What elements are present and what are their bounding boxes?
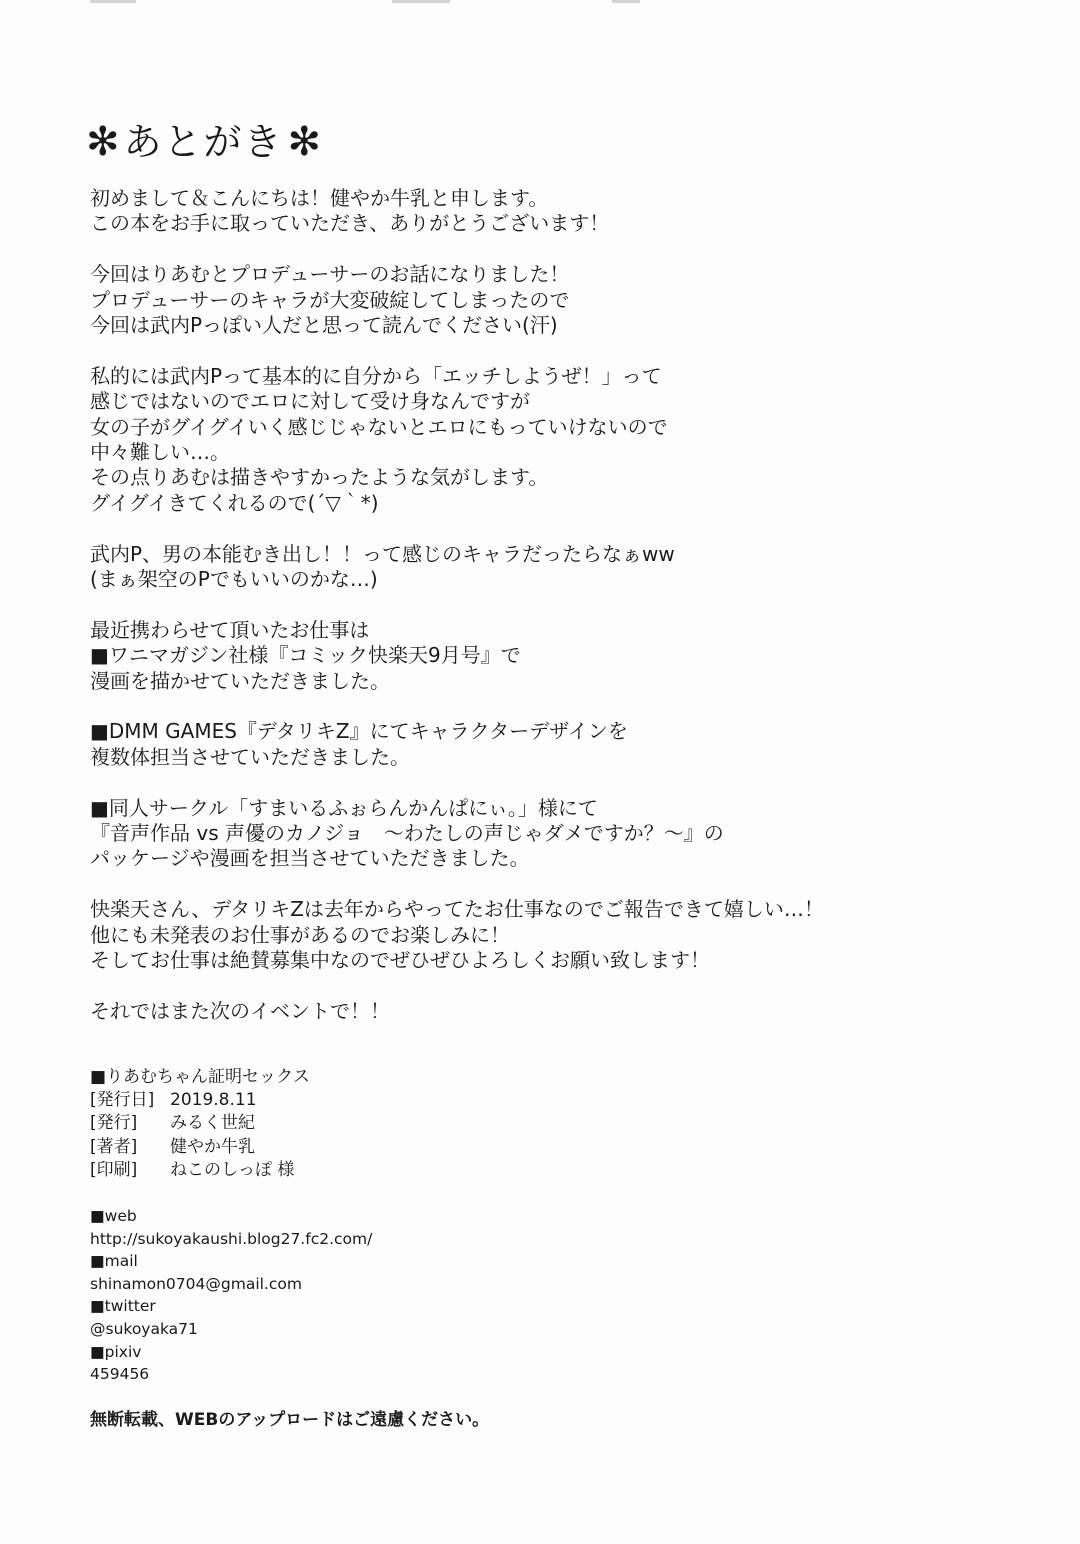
colophon xyxy=(90,1066,310,1182)
contact-label: ■twitter xyxy=(90,1297,156,1316)
contact-label: ■pixiv xyxy=(90,1342,142,1361)
text-line: (まぁ架空のPでもいいのかな…) xyxy=(90,567,378,592)
colophon-key: [著者] xyxy=(90,1136,138,1157)
reprint-notice: 無断転載、WEBのアップロードはご遠慮ください。 xyxy=(90,1410,490,1430)
contact-info xyxy=(90,1205,372,1386)
colophon-row xyxy=(90,1089,310,1112)
colophon-row xyxy=(90,1136,310,1159)
text-line: 複数体担当させていただきました。 xyxy=(90,744,410,769)
text-line: ■ワニマガジン社様『コミック快楽天9月号』で xyxy=(90,643,521,668)
scan-edge-mark xyxy=(612,0,640,3)
paragraph xyxy=(90,719,1030,770)
colophon-key: [発行] xyxy=(90,1113,138,1134)
text-line: 女の子がグイグイいく感じじゃないとエロにもっていけないので xyxy=(90,414,668,439)
text-line: 感じではないのでエロに対して受け身なんですが xyxy=(90,389,530,414)
paragraph xyxy=(90,897,1030,973)
paragraph xyxy=(90,542,1030,593)
text-line: ■同人サークル「すまいるふぉらんかんぱにぃ。」様にて xyxy=(90,795,598,820)
text-line: 漫画を描かせていただきました。 xyxy=(90,668,390,693)
text-line: この本をお手に取っていただき、ありがとうございます！ xyxy=(90,211,610,236)
text-line: その点りあむは描きやすかったような気がします。 xyxy=(90,465,549,490)
paragraph xyxy=(90,999,1030,1024)
contact-value: @sukoyaka71 xyxy=(90,1319,198,1338)
text-line: それではまた次のイベントで！！ xyxy=(90,998,390,1023)
colophon-key: [印刷] xyxy=(90,1159,138,1180)
colophon-value: 健やか牛乳 xyxy=(170,1136,255,1157)
text-line: 私的には武内Pって基本的に自分から「エッチしようぜ！」って xyxy=(90,363,662,388)
scan-edge-mark xyxy=(90,0,136,3)
contact-value: shinamon0704@gmail.com xyxy=(90,1274,302,1293)
colophon-row xyxy=(90,1112,310,1135)
text-line: 初めまして＆こんにちは！健やか牛乳と申します。 xyxy=(90,186,549,210)
star-ornament-icon: ✻ xyxy=(86,119,120,165)
text-line: 他にも未発表のお仕事があるのでお楽しみに！ xyxy=(90,922,510,947)
scan-edge-mark xyxy=(392,0,450,3)
colophon-value: みるく世紀 xyxy=(170,1113,255,1134)
text-line: グイグイきてくれるので(´▽｀*) xyxy=(90,490,379,515)
contact-value: 459456 xyxy=(90,1365,150,1384)
contact-label: ■web xyxy=(90,1207,137,1225)
paragraph xyxy=(90,364,1030,516)
colophon-value: 2019.8.11 xyxy=(170,1090,257,1111)
colophon-row xyxy=(90,1159,310,1182)
paragraph xyxy=(90,796,1030,872)
text-line: プロデューサーのキャラが大変破綻してしまったので xyxy=(90,287,570,312)
text-line: 快楽天さん、デタリキZは去年からやってたお仕事なのでご報告できて嬉しい…！ xyxy=(90,897,824,922)
text-line: パッケージや漫画を担当させていただきました。 xyxy=(90,846,530,871)
colophon-key: [発行日] xyxy=(90,1090,155,1111)
text-line: 中々難しい…。 xyxy=(90,440,230,465)
star-ornament-icon: ✻ xyxy=(287,119,322,165)
afterword-heading xyxy=(86,118,321,166)
paragraph xyxy=(90,262,1030,338)
page-title: あとがき xyxy=(123,120,284,164)
text-line: 『音声作品 vs 声優のカノジョ ～わたしの声じゃダメですか？～』の xyxy=(90,821,724,846)
text-line: 最近携わらせて頂いたお仕事は xyxy=(90,617,370,642)
text-line: ■DMM GAMES『デタリキZ』にてキャラクターデザインを xyxy=(90,719,628,744)
text-line: そしてお仕事は絶賛募集中なのでぜひぜひよろしくお願い致します！ xyxy=(90,948,710,973)
contact-value: http://sukoyakaushi.blog27.fc2.com/ xyxy=(90,1229,373,1248)
afterword-body xyxy=(90,186,1030,1050)
text-line: 武内P、男の本能むき出し！！って感じのキャラだったらなぁww xyxy=(90,541,675,566)
contact-label: ■mail xyxy=(90,1252,138,1271)
colophon-book-title: ■りあむちゃん証明セックス xyxy=(90,1067,310,1087)
paragraph xyxy=(90,186,1030,237)
paragraph xyxy=(90,618,1030,694)
text-line: 今回はりあむとプロデューサーのお話になりました！ xyxy=(90,262,570,287)
text-line: 今回は武内Pっぽい人だと思って読んでください(汗) xyxy=(90,313,558,338)
colophon-value: ねこのしっぽ 様 xyxy=(170,1159,295,1180)
